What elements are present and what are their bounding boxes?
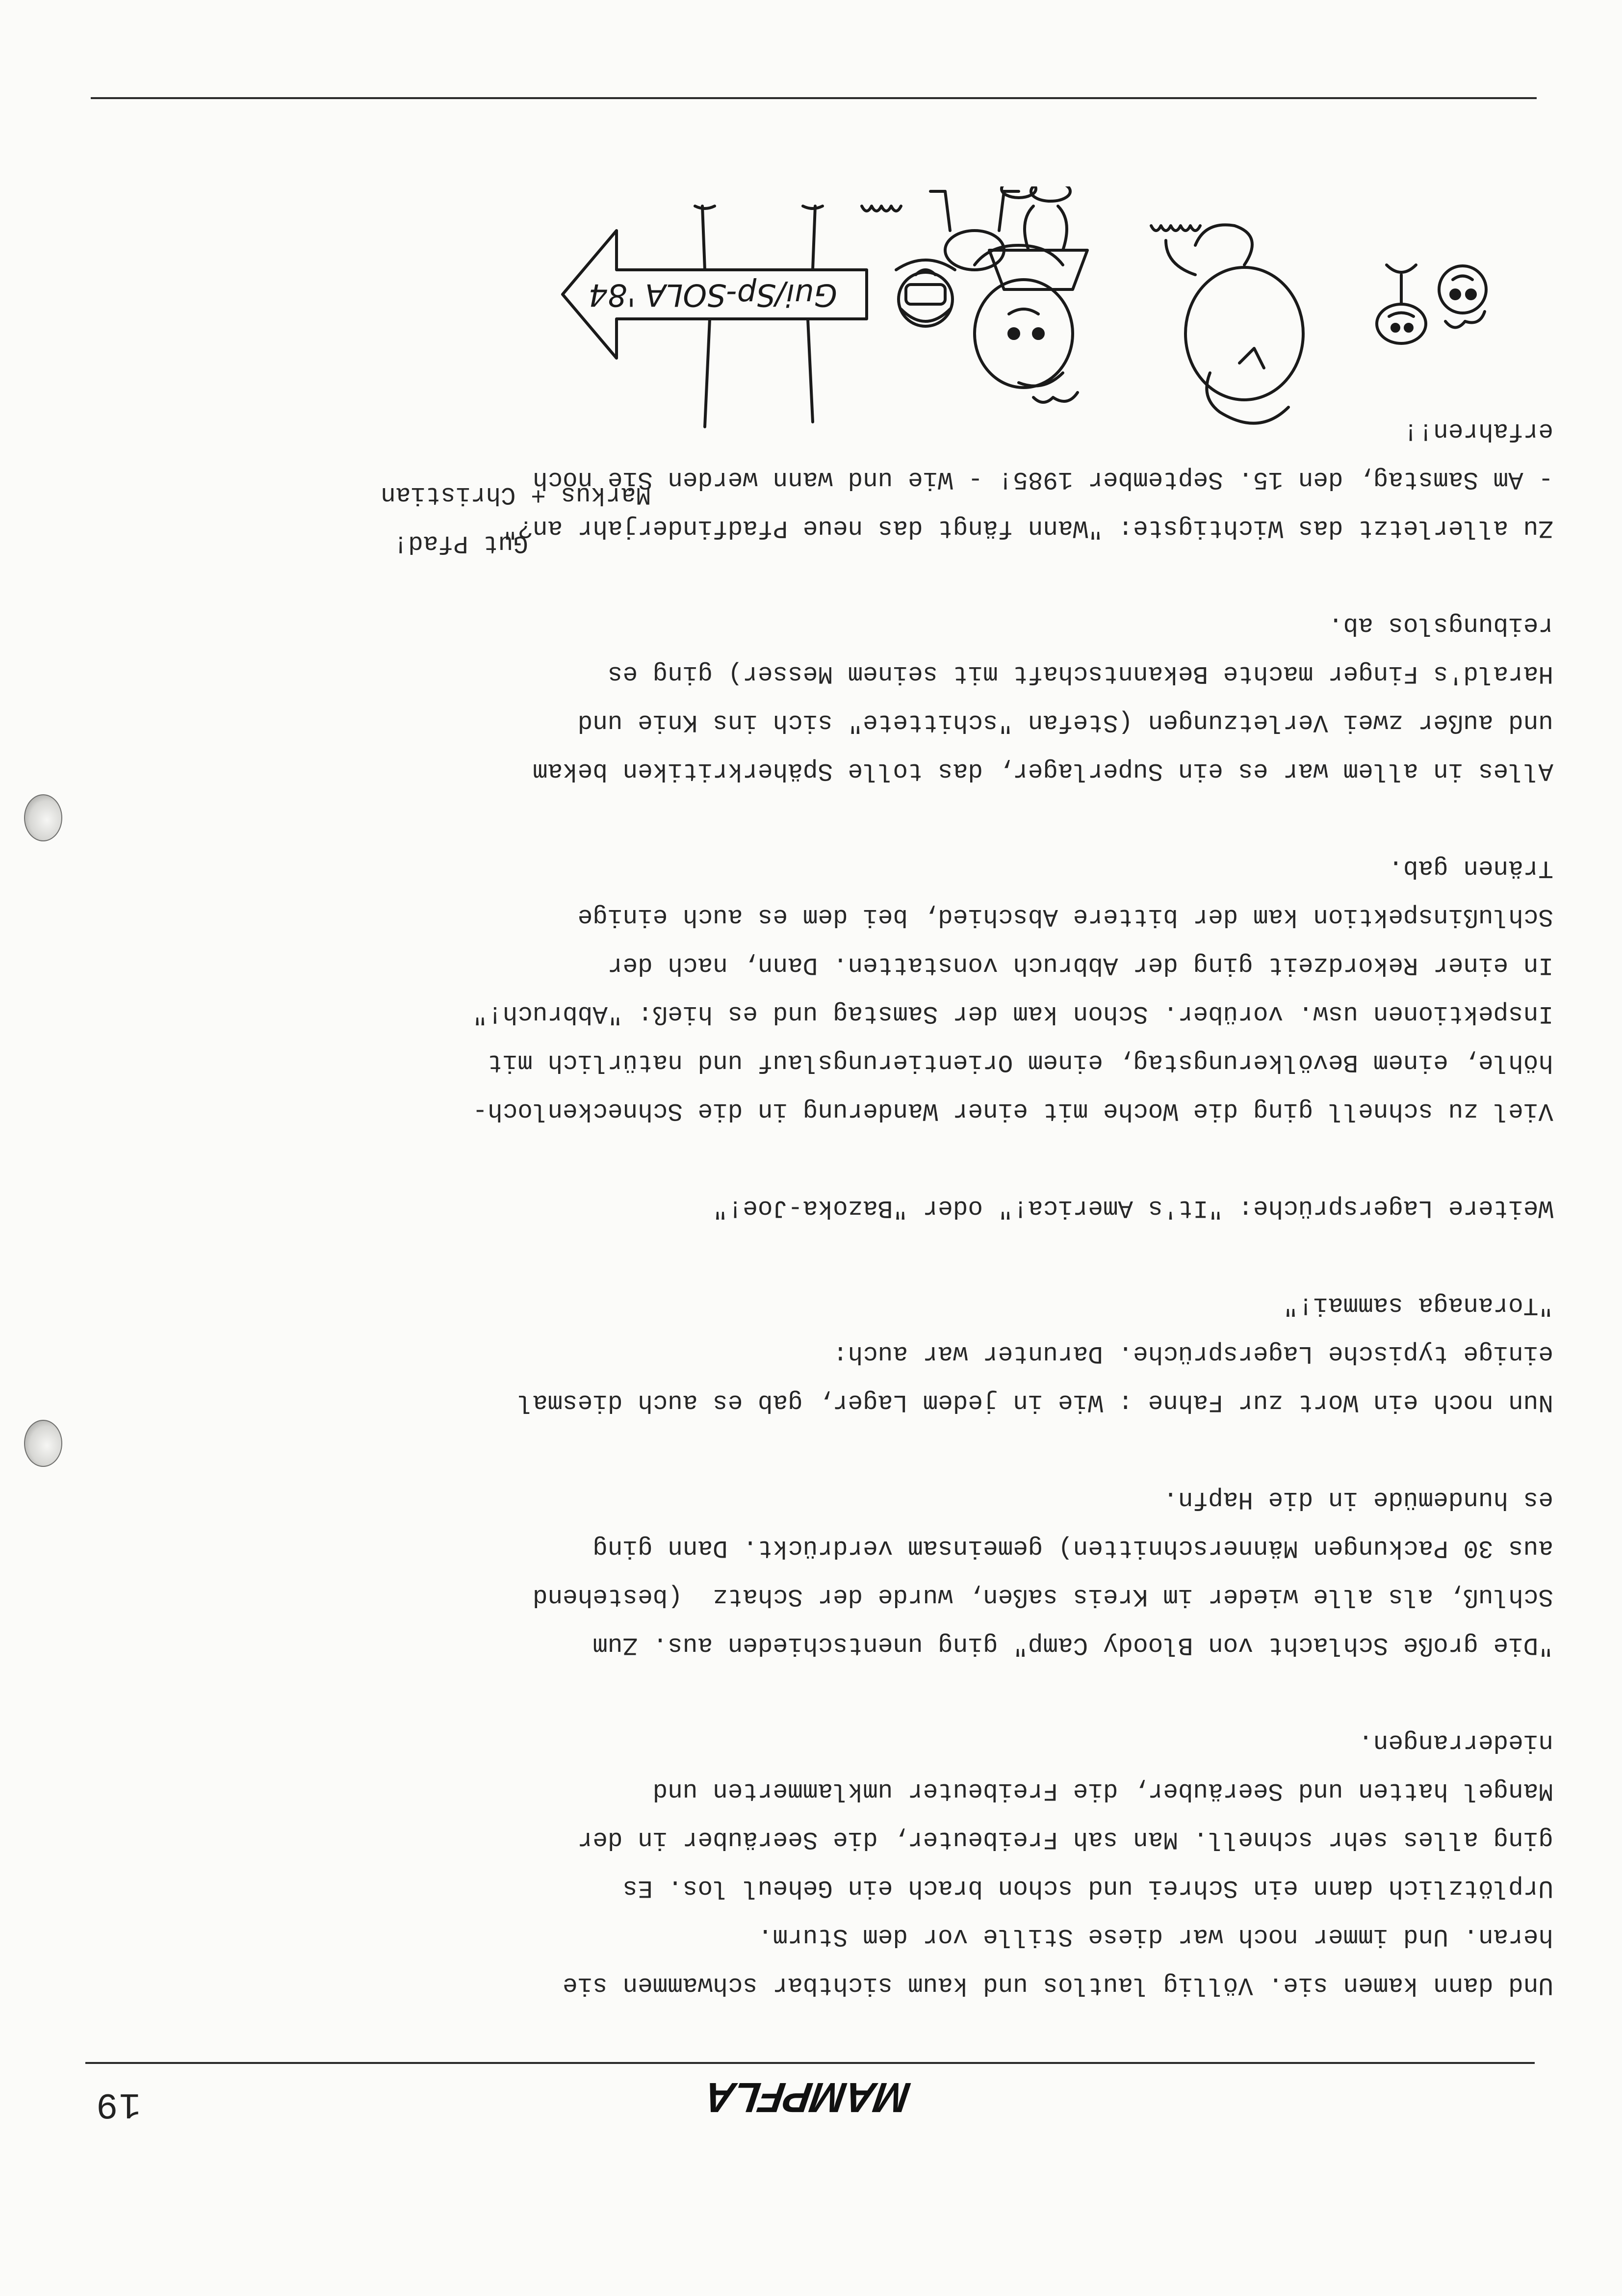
text-line: Zu allerletzt das Wichtigste: "Wann fängt das neue Pfadfinderjahr an?" — [502, 514, 1553, 542]
footer-rule — [91, 97, 1537, 99]
paragraph — [82, 843, 1553, 1135]
text-line: höhle, einem Bevölkerungstag, einem Orientierungslauf und natürlich mit — [488, 1048, 1553, 1076]
punch-hole — [24, 1420, 62, 1467]
sleeping-figure-drawing — [1166, 225, 1303, 423]
text-line: Alles in allem war es ein Superlager, das tolle Späherkritiken bekam — [532, 757, 1553, 784]
text-line: Schluß, als alle wieder im Kreis saßen, wurde der Schatz (bestehend — [532, 1582, 1553, 1610]
signpost-text: Gui/Sp-SOLA '84 — [588, 277, 837, 313]
text-line: Nun noch ein Wort zur Fahne : Wie in jedem Lager, gab es auch diesmal — [517, 1388, 1553, 1416]
text-line: heran. Und immer noch war diese Stille vor dem Sturm. — [757, 1922, 1553, 1950]
text-line: Und dann kamen sie. Völlig lautlos und kaum sichtbar schwammen sie — [563, 1971, 1553, 1999]
text-line: es hundemüde in die Hapfn. — [1163, 1485, 1553, 1513]
text-line: Schlußinspektion kam der bittere Abschied, bei dem es auch einige — [577, 902, 1553, 930]
paragraph — [82, 1280, 1553, 1426]
text-line: Tränen gab. — [1388, 854, 1553, 882]
greeting: Gut Pfad! — [393, 529, 528, 557]
paragraph — [82, 1475, 1553, 1669]
text-line: reibungslos ab. — [1328, 611, 1553, 639]
campers-cartoon-icon — [558, 186, 1519, 481]
left-face-drawing — [1439, 266, 1486, 328]
text-line: niederrangen. — [1358, 1728, 1553, 1756]
text-line: Urplötzlich dann ein Schrei und schon brach ein Geheul los. Es — [622, 1874, 1553, 1902]
text-line: Harald's Finger machte Bekanntschaft mit seinem Messer) ging es — [607, 659, 1553, 687]
paragraph — [82, 1718, 1553, 2009]
text-line: erfahren!! — [1403, 417, 1553, 444]
text-line: und außer zwei Verletzungen (Stefan "schittete" sich ins Knie und — [577, 708, 1553, 736]
text-line: einige typische Lagersprüche. Darunter war auch: — [832, 1339, 1553, 1367]
text-line: Inspektionen usw. vorüber. Schon kam der Samstag und es hieß: "Abbruch!" — [472, 999, 1553, 1027]
paragraph — [82, 600, 1553, 795]
text-line: Mangel hatten und Seeräuber, die Freibeuter umklammerten und — [652, 1776, 1553, 1804]
signpost-arrow-drawing — [563, 206, 867, 427]
text-line: ging alles sehr schnell. Man sah Freibeuter, die Seeräuber in der — [577, 1825, 1553, 1853]
signature — [381, 470, 651, 567]
masthead-logo: MAMPFLA — [702, 2074, 913, 2121]
second-figure-drawing — [1377, 265, 1426, 343]
text-line: aus 30 Packungen Männerschnitten) gemeinsam verdrückt. Dann ging — [592, 1534, 1553, 1562]
punch-hole — [24, 794, 62, 841]
header-rule — [85, 2062, 1535, 2064]
text-line: Viel zu schnell ging die Woche mit einer Wanderung in die Schneckenloch- — [472, 1096, 1553, 1124]
article-body — [82, 358, 1553, 2009]
text-line: In einer Rekordzeit ging der Abbruch vonstatten. Dann, nach der — [607, 951, 1553, 979]
text-line: Weitere Lagersprüche: "It's America!" oder "Bazoka-Joe!" — [713, 1194, 1553, 1222]
text-line: - Am Samstag, den 15. September 1985! - Wie und wann werden Sie noch — [532, 465, 1553, 493]
helmet-figure-drawing — [896, 260, 955, 326]
text-line: "Die große Schlacht von Bloody Camp" ging unentschieden aus. Zum — [592, 1631, 1553, 1659]
page-number: 19 — [95, 2083, 141, 2124]
text-line: "Toranaga sammai!" — [1283, 1291, 1553, 1319]
paragraph — [82, 1183, 1553, 1232]
authors: Markus + Christian — [381, 480, 651, 508]
